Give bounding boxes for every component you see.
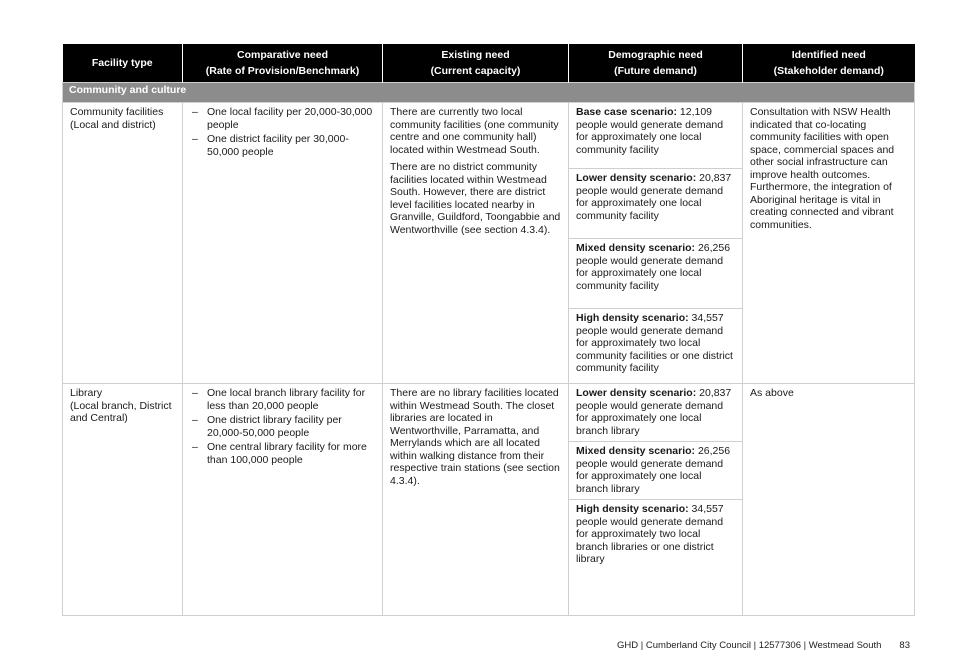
existing-cell	[383, 103, 569, 384]
list-item: – One local branch library facility for less than 20,000 people	[190, 387, 375, 412]
section-row	[63, 83, 915, 103]
header-comparative-need: Comparative need (Rate of Provision/Benchmark)	[183, 44, 383, 83]
header-row	[63, 44, 915, 83]
identified-cell: As above	[743, 384, 915, 616]
demographic-cell	[569, 384, 743, 616]
table-row	[63, 384, 915, 616]
header-existing-need: Existing need (Current capacity)	[383, 44, 569, 83]
table-row	[63, 103, 915, 384]
needs-table	[62, 44, 915, 616]
scenario-block: Lower density scenario: 20,837 people would generate demand for approximately one local community facility	[569, 169, 742, 239]
existing-cell	[383, 384, 569, 616]
header-demographic-need: Demographic need (Future demand)	[569, 44, 743, 83]
list-item: – One district library facility per 20,000-50,000 people	[190, 414, 375, 439]
list-item: – One district facility per 30,000-50,000 people	[190, 133, 375, 158]
demographic-cell	[569, 103, 743, 384]
existing-paragraph: There are no library facilities located within Westmead South. The closet libraries are located in Wentworthville, Parramatta, and Merrylands which are all located within walking distance from their respective train stations (see section 4.3.4).	[390, 387, 560, 487]
facility-cell	[63, 384, 183, 616]
list-item: – One local facility per 20,000-30,000 people	[190, 106, 375, 131]
existing-paragraph: There are no district community facilities located within Westmead South. However, there are district level facilities located nearby in Granville, Guildford, Toongabbie and Wentworthville (see section 4.3.4).	[390, 161, 561, 236]
page-number: 83	[899, 640, 910, 651]
facility-sub: (Local branch, District and Central)	[70, 399, 172, 424]
scenario-block: Mixed density scenario: 26,256 people would generate demand for approximately one local branch library	[569, 442, 742, 500]
facility-name: Community facilities	[70, 106, 164, 118]
scenario-block: Mixed density scenario: 26,256 people would generate demand for approximately one local community facility	[569, 239, 742, 309]
identified-cell: Consultation with NSW Health indicated that co-locating community facilities with open space, commercial spaces and other social infrastructure can improve health outcomes. Furthermore, the integration of Aboriginal heritage is vital in creating connected and vibrant communities.	[743, 103, 915, 384]
facility-name: Library	[70, 387, 103, 399]
header-identified-need: Identified need (Stakeholder demand)	[743, 44, 915, 83]
section-title: Community and culture	[63, 83, 915, 103]
existing-paragraph: There are currently two local community facilities (one community centre and one community hall) located within Westmead South.	[390, 106, 559, 156]
header-facility-type: Facility type	[63, 44, 183, 83]
footer-text: GHD | Cumberland City Council | 12577306 | Westmead South	[617, 640, 882, 651]
scenario-block: Base case scenario: 12,109 people would generate demand for approximately one local community facility	[569, 103, 742, 169]
list-item: – One central library facility for more than 100,000 people	[190, 441, 375, 466]
comparative-cell	[183, 103, 383, 384]
facility-cell	[63, 103, 183, 384]
comparative-cell	[183, 384, 383, 616]
scenario-block: High density scenario: 34,557 people would generate demand for approximately two local branch libraries or one district library	[576, 503, 724, 565]
scenario-block: Lower density scenario: 20,837 people would generate demand for approximately one local branch library	[569, 384, 742, 442]
scenario-block: High density scenario: 34,557 people would generate demand for approximately two local community facilities or one district community facility	[576, 312, 733, 374]
page-footer	[560, 640, 910, 651]
facility-sub: (Local and district)	[70, 118, 156, 131]
